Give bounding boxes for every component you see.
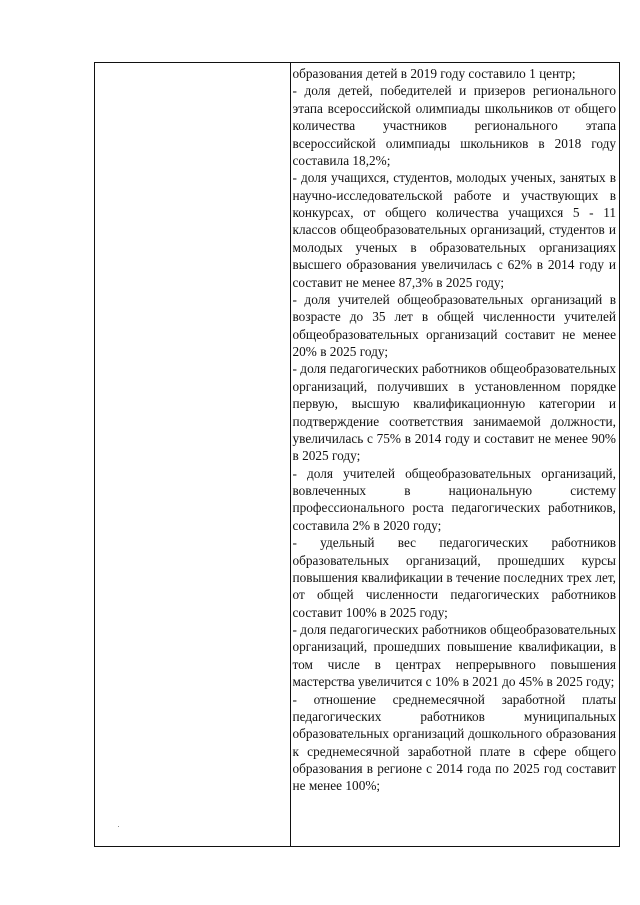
paragraph-continuation: образования детей в 2019 году составило 1 центр;	[292, 66, 576, 81]
paragraph-continuous-training: - доля педагогических работников общеобразовательных организаций, прошедших повышение квалификации, в том числе в центрах непрерывного повышения мастерства увеличится с 10% в 2021 до 45% в 2025 году;	[292, 622, 616, 690]
table-row	[95, 63, 620, 847]
paragraph-national-growth-system: - доля учителей общеобразовательных организаций, вовлеченных в национальную систему профессионального роста педагогических работников, составила 2% в 2020 году;	[292, 465, 616, 533]
right-column-cell	[290, 63, 620, 847]
paragraph-young-teachers: - доля учителей общеобразовательных организаций в возрасте до 35 лет в общей численности учителей общеобразовательных организаций составит не менее 20% в 2025 году;	[292, 291, 616, 359]
left-column-cell	[95, 63, 291, 847]
paragraph-qualification-category: - доля педагогических работников общеобразовательных организаций, получивших в установленном порядке первую, высшую квалификационную категории и подтверждение соответствия занимаемой должности, увеличилась с 75% в 2014 году и составит не менее 90% в 2025 году;	[292, 361, 616, 464]
paragraph-research-share: - доля учащихся, студентов, молодых ученых, занятых в научно-исследовательской работе и участвующих в конкурсах, от общего количества учащихся 5 - 11 классов общеобразовательных организаций, студентов и молодых ученых в образовательных организациях высшего образования увеличилась с 62% в 2014 году и составит не менее 87,3% в 2025 году;	[292, 170, 616, 290]
paragraph-training-courses: - удельный вес педагогических работников образовательных организаций, прошедших курсы повышения квалификации в течение последних трех лет, от общей численности педагогических работников составит 100% в 2025 году;	[292, 535, 616, 620]
paragraph-olympiad-share: - доля детей, победителей и призеров регионального этапа всероссийской олимпиады школьников от общего количества участников регионального этапа всероссийской олимпиады школьников в 2018 году составила 18,2%;	[292, 83, 616, 168]
content-table	[94, 62, 620, 847]
scan-speck	[118, 826, 119, 827]
indicator-list	[291, 63, 620, 795]
paragraph-salary-ratio: - отношение среднемесячной заработной платы педагогических работников муниципальных образовательных организаций дошкольного образования к среднемесячной заработной плате в сфере общего образования в регионе с 2014 года по 2025 год составит не менее 100%;	[292, 691, 616, 794]
